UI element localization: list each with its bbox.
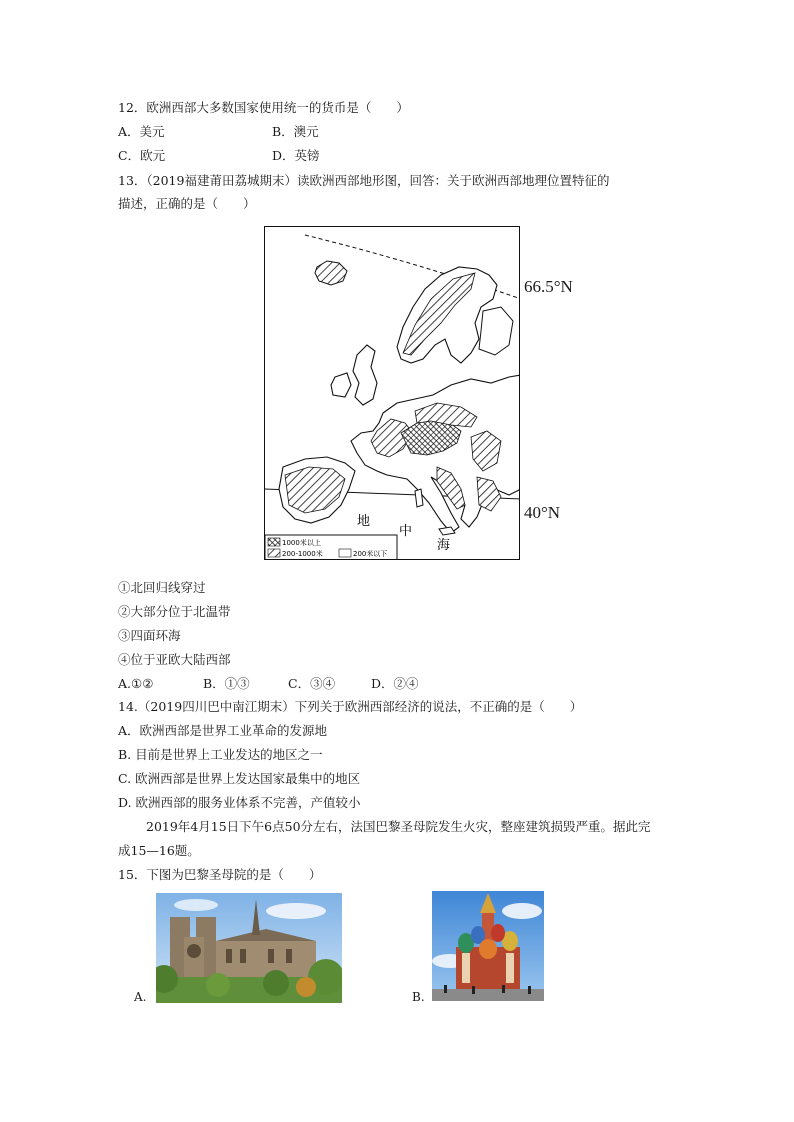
europe-terrain-map xyxy=(264,226,520,560)
q13-stem-line1: 13．（2019福建莆田荔城期末）读欧洲西部地形图，回答：关于欧洲西部地理位置特征的 xyxy=(118,173,610,188)
photo-st-basils xyxy=(432,891,544,1001)
sardinia-shape xyxy=(415,489,423,507)
q13-option-c: C．③④ xyxy=(288,676,336,691)
legend-label-high: 1000米以上 xyxy=(282,539,321,547)
latitude-label-66: 66.5°N xyxy=(524,277,573,296)
iceland-shape xyxy=(315,261,347,285)
finland-shape xyxy=(479,307,513,355)
q12-option-a: A．美元 xyxy=(118,124,165,139)
q14-option-d: D. 欧洲西部的服务业体系不完善，产值较小 xyxy=(118,795,361,810)
q13-option-a: A.①② xyxy=(118,676,154,691)
latitude-label-40: 40°N xyxy=(524,503,561,522)
legend-swatch-mid xyxy=(268,549,280,557)
q14-option-c: C. 欧洲西部是世界上发达国家最集中的地区 xyxy=(118,771,361,786)
legend-label-low: 200米以下 xyxy=(353,550,388,558)
q13-statement-3: ③四面环海 xyxy=(118,628,181,643)
q13-statement-1: ①北回归线穿过 xyxy=(118,580,206,595)
ireland-shape xyxy=(331,373,351,397)
sea-char-1: 地 xyxy=(357,514,371,529)
map-drawing xyxy=(265,227,520,560)
q14-stem: 14.（2019四川巴中南江期末）下列关于欧洲西部经济的说法，不正确的是（ ） xyxy=(118,699,583,714)
legend-swatch-low xyxy=(339,549,351,557)
q14-option-a: A．欧洲西部是世界工业革命的发源地 xyxy=(118,723,328,738)
intro-line-2: 成15—16题。 xyxy=(118,843,200,858)
q13-stem-line2: 描述，正确的是（ ） xyxy=(118,196,256,211)
q12-stem: 12．欧洲西部大多数国家使用统一的货币是（ ） xyxy=(118,100,409,115)
sea-char-2: 中 xyxy=(399,524,413,539)
q12-option-c: C．欧元 xyxy=(118,148,166,163)
q15-stem: 15．下图为巴黎圣母院的是（ ） xyxy=(118,867,322,882)
st-basils-illustration xyxy=(432,891,544,1001)
q13-option-b: B．①③ xyxy=(203,676,250,691)
photo-notre-dame xyxy=(156,893,342,1003)
q13-statement-2: ②大部分位于北温带 xyxy=(118,604,231,619)
q15-label-b: B. xyxy=(412,990,425,1004)
q13-option-d: D．②④ xyxy=(371,676,419,691)
intro-line-1: 2019年4月15日下午6点50分左右，法国巴黎圣母院发生火灾，整座建筑损毁严重。据此完 xyxy=(146,819,651,834)
great-britain-shape xyxy=(353,345,377,405)
q12-option-d: D．英镑 xyxy=(272,148,320,163)
q13-statement-4: ④位于亚欧大陆西部 xyxy=(118,652,231,667)
sea-char-3: 海 xyxy=(437,538,451,553)
q14-option-b: B. 目前是世界上工业发达的地区之一 xyxy=(118,747,323,762)
q12-option-b: B．澳元 xyxy=(272,124,319,139)
legend-label-mid: 200-1000米 xyxy=(282,550,323,558)
notre-dame-illustration xyxy=(156,893,342,1003)
legend-swatch-high xyxy=(268,538,280,546)
q15-label-a: A. xyxy=(134,990,147,1004)
